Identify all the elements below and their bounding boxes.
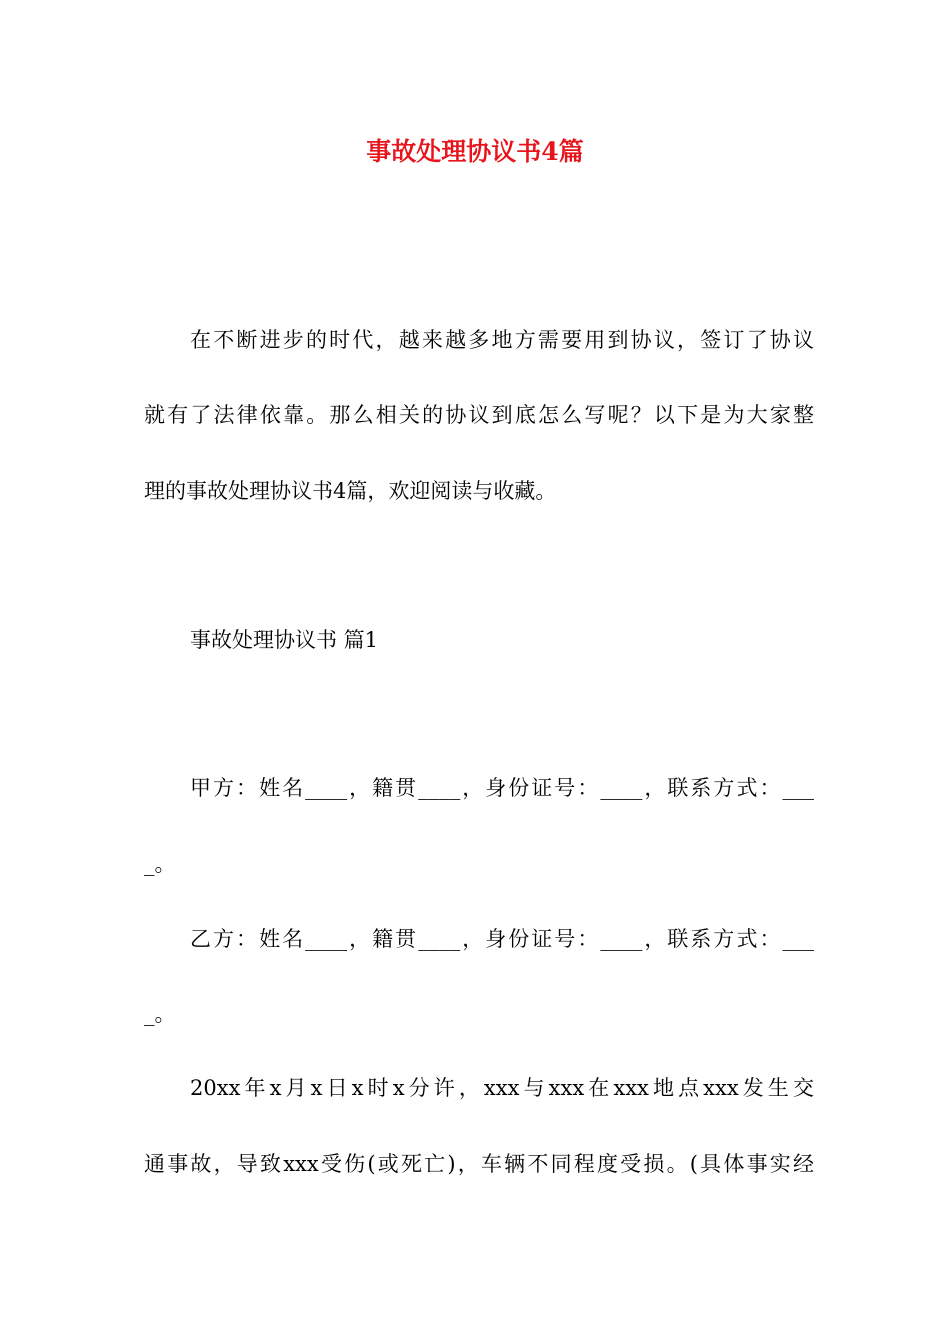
party-b-line-1: 乙方：姓名____，籍贯____，身份证号：____，联系方式：___ [190, 927, 814, 951]
accident-line-2: 通事故，导致xxx受伤(或死亡)，车辆不同程度受损。(具体事实经 [144, 1152, 814, 1176]
intro-line-3: 理的事故处理协议书4篇，欢迎阅读与收藏。 [144, 479, 557, 503]
document-title: 事故处理协议书4篇 [366, 137, 584, 166]
party-a-line-1: 甲方：姓名____，籍贯____，身份证号：____，联系方式：___ [190, 776, 814, 800]
party-a-line-2: _。 [144, 852, 176, 876]
party-b-line-2: _。 [144, 1002, 176, 1026]
section-heading: 事故处理协议书 篇1 [190, 628, 379, 652]
intro-line-2: 就有了法律依靠。那么相关的协议到底怎么写呢？以下是为大家整 [144, 403, 814, 427]
accident-line-1: 20xx年x月x日x时x分许，xxx与xxx在xxx地点xxx发生交 [190, 1076, 814, 1100]
intro-line-1: 在不断进步的时代，越来越多地方需要用到协议，签订了协议 [190, 328, 814, 352]
